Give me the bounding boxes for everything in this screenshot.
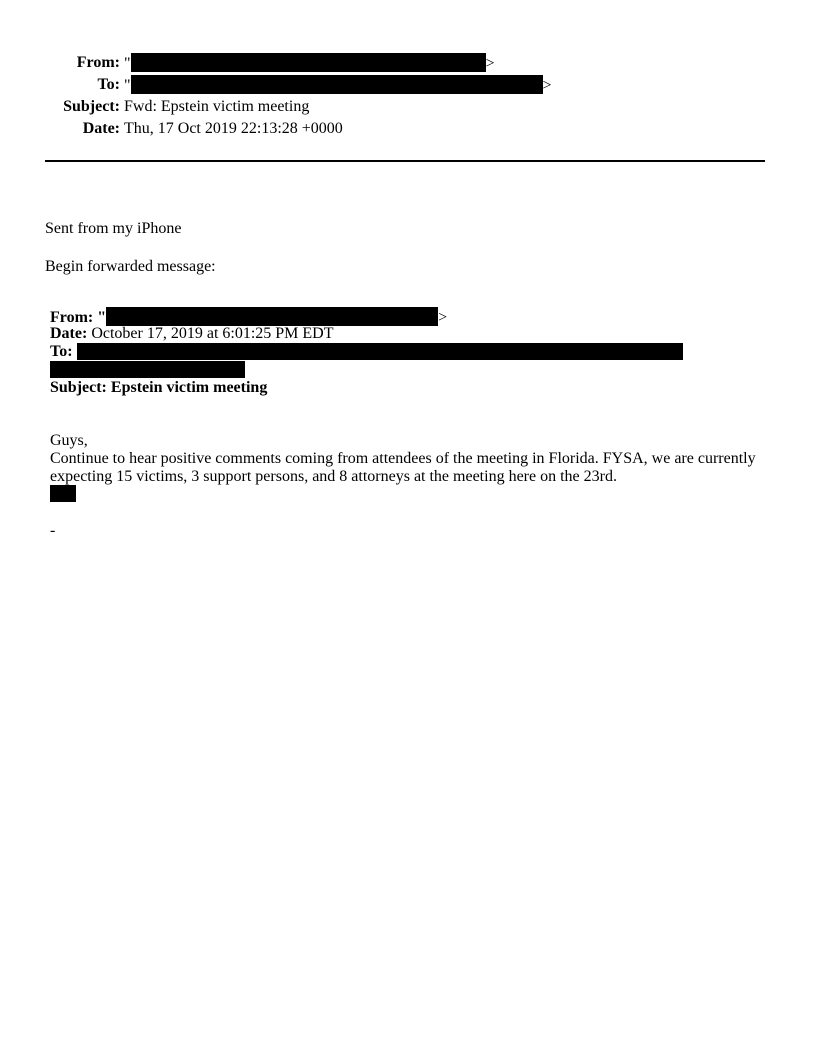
outer-to-row <box>0 75 816 95</box>
fwd-from-label: From: <box>50 309 94 326</box>
outer-to-close: > <box>542 77 552 94</box>
fwd-to-redaction-1 <box>77 343 683 360</box>
outer-from-label: From: <box>76 54 120 71</box>
outer-subject-row <box>0 97 816 117</box>
outer-subject-label: Subject: <box>63 98 120 115</box>
fwd-trailing-dash: - <box>50 522 56 539</box>
outer-from-redaction <box>131 53 486 72</box>
sent-from-line: Sent from my iPhone <box>45 220 182 237</box>
outer-from-row <box>0 53 816 73</box>
fwd-to-label: To: <box>50 343 73 360</box>
outer-date-row <box>0 119 816 139</box>
fwd-to-row <box>50 343 683 361</box>
outer-to-redaction <box>131 75 543 94</box>
fwd-to-redaction-2 <box>50 361 245 378</box>
outer-from-value <box>124 53 495 74</box>
fwd-body-line-2: expecting 15 victims, 3 support persons, and 8 attorneys at the meeting here on the 23rd. <box>50 468 617 485</box>
fwd-subject-value: Epstein victim meeting <box>110 379 268 396</box>
fwd-date-value: October 17, 2019 at 6:01:25 PM EDT <box>91 325 334 342</box>
fwd-body-line-1: Continue to hear positive comments coming from attendees of the meeting in Florida. FYSA, we are currently <box>50 450 756 467</box>
outer-from-close: > <box>485 55 495 72</box>
fwd-from-redaction <box>106 307 438 326</box>
fwd-from-open-quote: " <box>97 309 107 326</box>
fwd-subject-label: Subject: <box>50 379 107 396</box>
begin-forwarded-line: Begin forwarded message: <box>45 258 216 275</box>
fwd-date-row <box>50 325 334 343</box>
outer-to-open-quote: " <box>124 77 131 94</box>
signature-redaction <box>50 485 76 502</box>
outer-date-value: Thu, 17 Oct 2019 22:13:28 +0000 <box>124 120 343 137</box>
outer-date-label: Date: <box>82 120 120 137</box>
header-divider <box>45 160 765 162</box>
fwd-greeting: Guys, <box>50 432 88 449</box>
outer-from-open-quote: " <box>124 55 131 72</box>
fwd-from-close: > <box>438 309 448 326</box>
fwd-subject-row <box>50 379 267 397</box>
outer-to-value <box>124 75 552 96</box>
fwd-from-row <box>50 307 447 327</box>
outer-subject-value: Fwd: Epstein victim meeting <box>124 98 310 115</box>
outer-to-label: To: <box>97 76 120 93</box>
fwd-date-label: Date: <box>50 325 88 342</box>
